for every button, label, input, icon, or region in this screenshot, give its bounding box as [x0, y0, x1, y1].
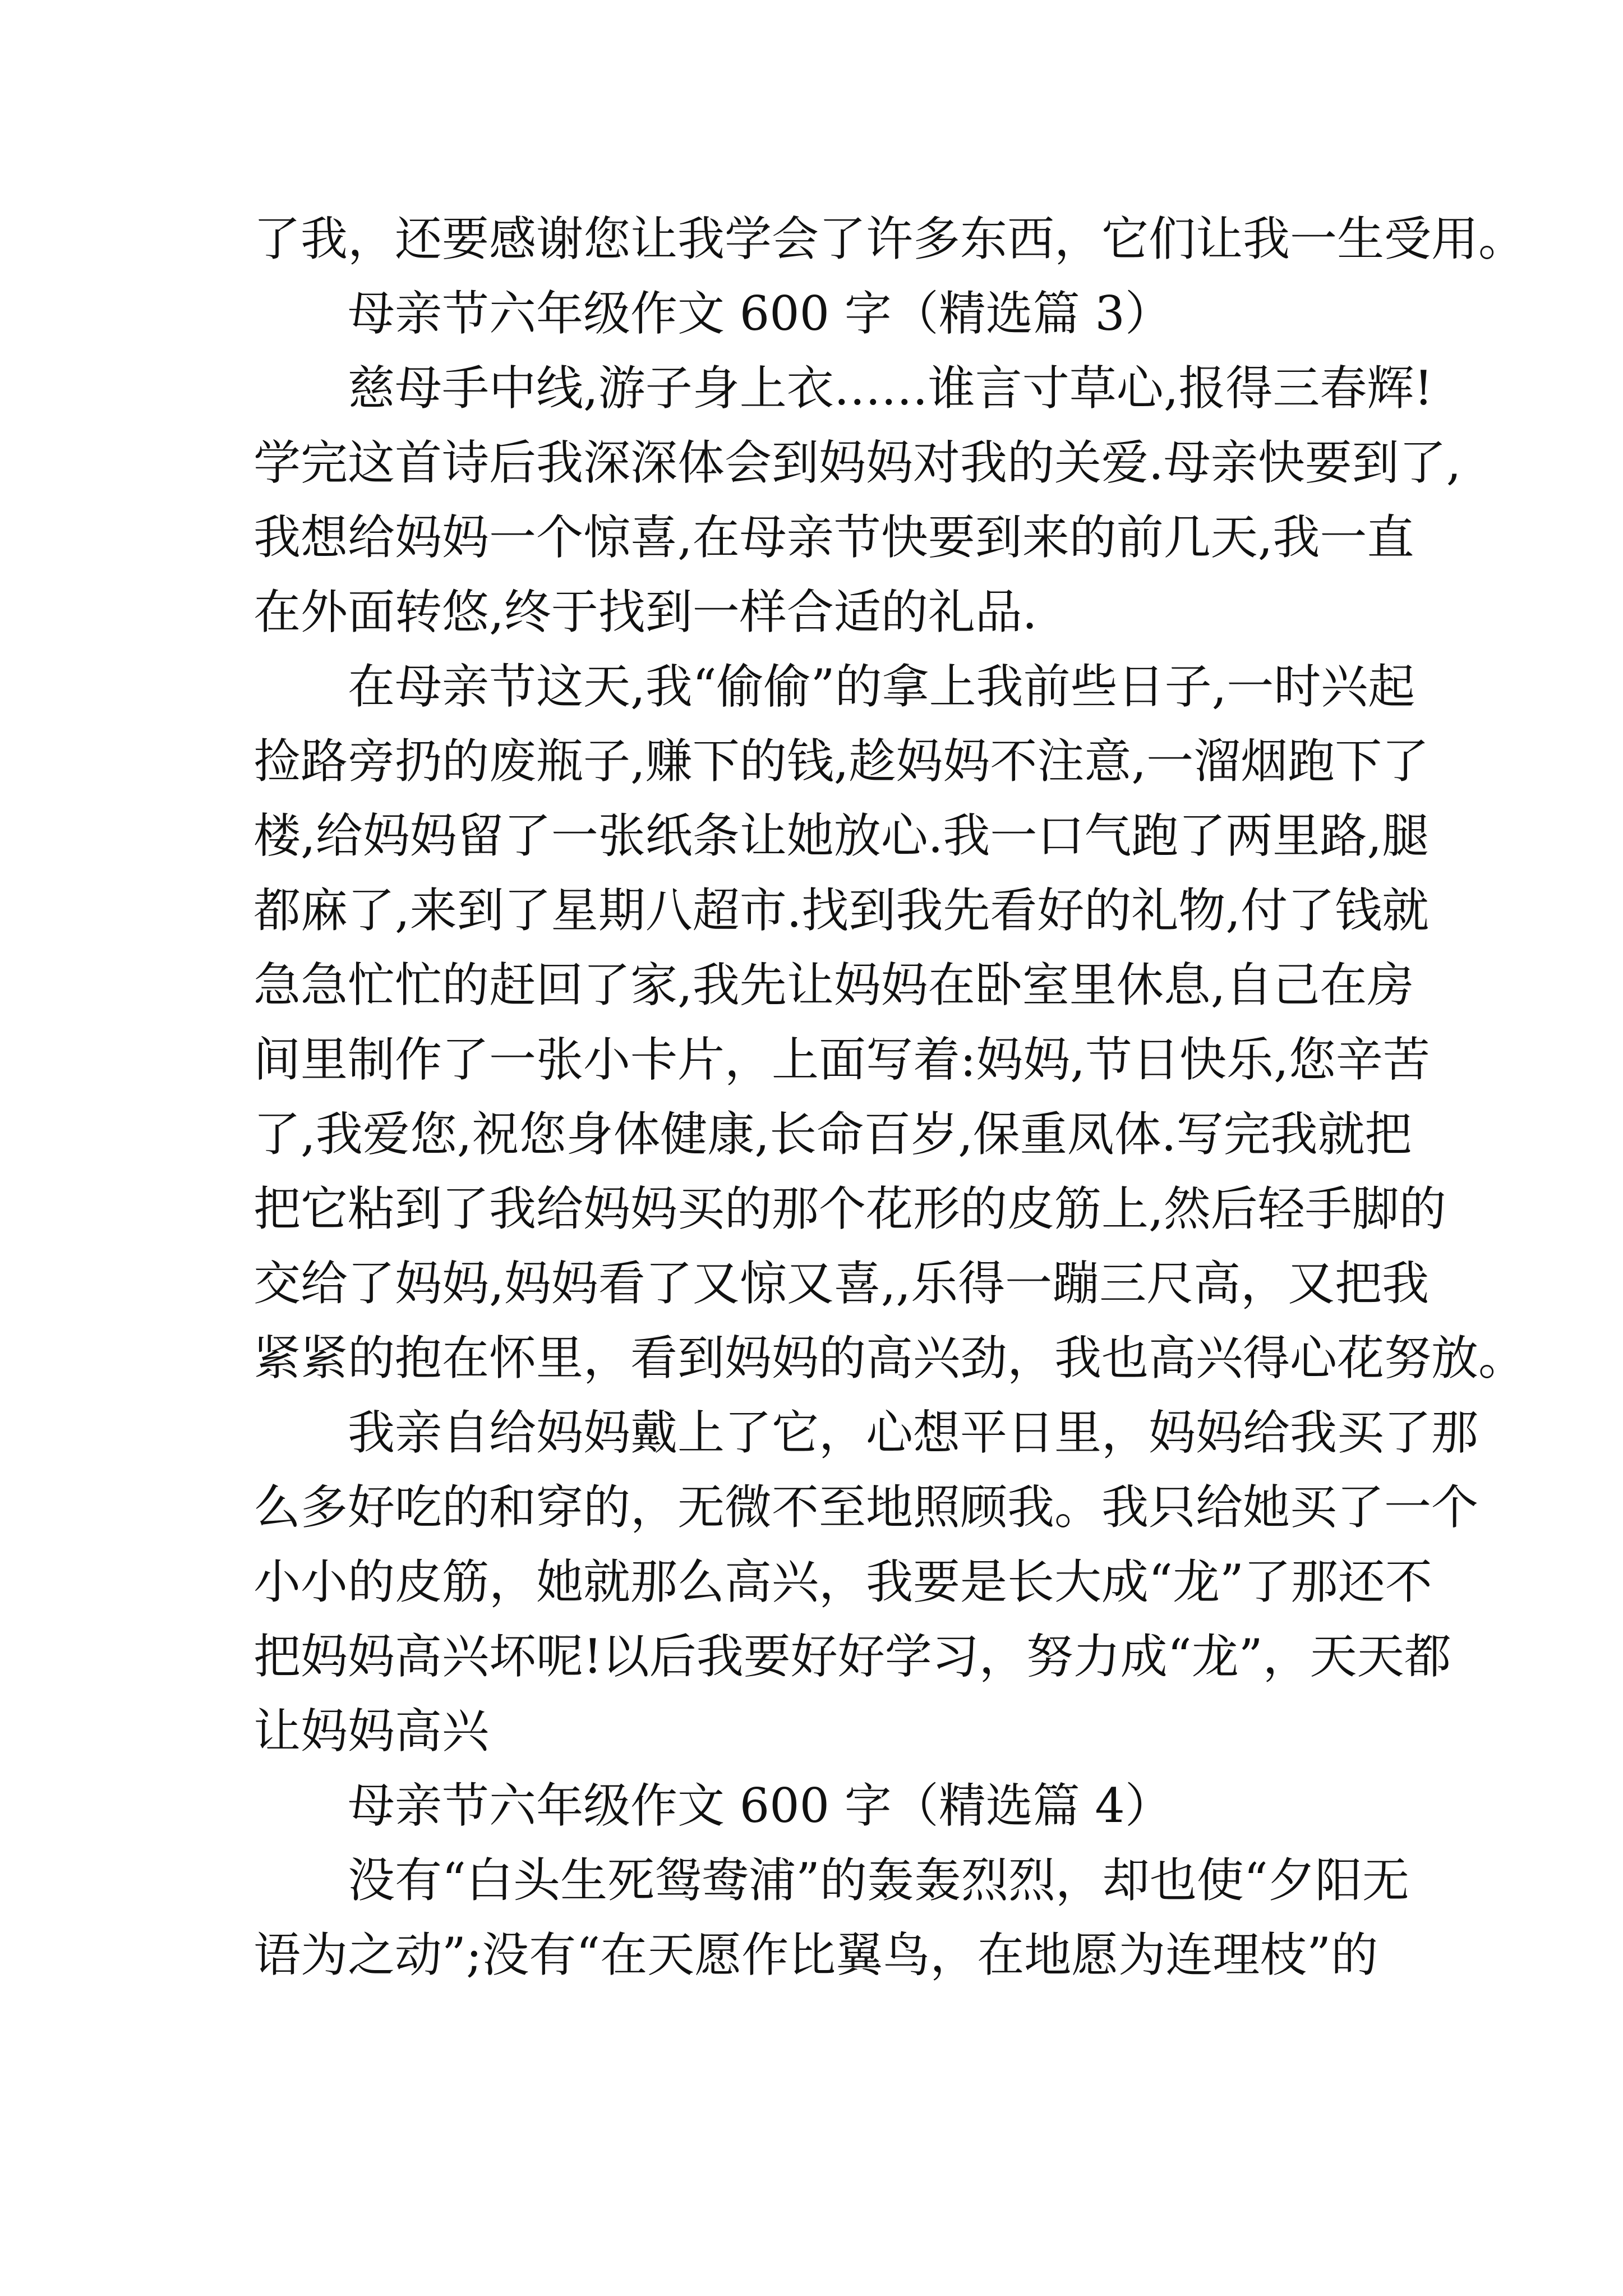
paragraph-line: 么多好吃的和穿的，无微不至地照顾我。我只给她买了一个	[253, 1480, 1479, 1535]
paragraph-line: 紧紧的抱在怀里，看到妈妈的高兴劲，我也高兴得心花努放。	[253, 1331, 1526, 1386]
paragraph-line: 学完这首诗后我深深体会到妈妈对我的关爱.母亲快要到了,	[253, 435, 1461, 490]
paragraph-line: 语为之动”;没有“在天愿作比翼鸟，在地愿为连理枝”的	[253, 1927, 1378, 1982]
section-heading-4: 母亲节六年级作文 600 字（精选篇 4）	[348, 1778, 1172, 1833]
paragraph-line: 急急忙忙的赶回了家,我先让妈妈在卧室里休息,自己在房	[253, 958, 1414, 1013]
paragraph-line: 我亲自给妈妈戴上了它，心想平日里，妈妈给我买了那	[348, 1405, 1479, 1460]
paragraph-line: 了我，还要感谢您让我学会了许多东西，它们让我一生受用。	[253, 211, 1526, 266]
paragraph-line: 把妈妈高兴坏呢!以后我要好好学习，努力成“龙”，天天都	[253, 1629, 1451, 1684]
section-heading-3: 母亲节六年级作文 600 字（精选篇 3）	[348, 286, 1172, 341]
document-body	[253, 202, 1526, 1993]
paragraph-line: 让妈妈高兴	[253, 1704, 490, 1759]
paragraph-line: 交给了妈妈,妈妈看了又惊又喜,,乐得一蹦三尺高，又把我	[253, 1256, 1430, 1311]
paragraph-line: 在外面转悠,终于找到一样合适的礼品.	[253, 585, 1038, 639]
paragraph-line: 慈母手中线,游子身上衣……谁言寸草心,报得三春辉!	[348, 361, 1433, 416]
paragraph-line: 在母亲节这天,我“偷偷”的拿上我前些日子,一时兴起	[348, 659, 1415, 714]
paragraph-line: 间里制作了一张小卡片，上面写着:妈妈,节日快乐,您辛苦	[253, 1032, 1430, 1087]
paragraph-line: 小小的皮筋，她就那么高兴，我要是长大成“龙”了那还不	[253, 1554, 1432, 1609]
paragraph-line: 把它粘到了我给妈妈买的那个花形的皮筋上,然后轻手脚的	[253, 1181, 1446, 1236]
paragraph-line: 楼,给妈妈留了一张纸条让她放心.我一口气跑了两里路,腿	[253, 808, 1430, 863]
paragraph-line: 捡路旁扔的废瓶子,赚下的钱,趁妈妈不注意,一溜烟跑下了	[253, 734, 1430, 789]
paragraph-line: 没有“白头生死鸳鸯浦”的轰轰烈烈，却也使“夕阳无	[348, 1853, 1409, 1908]
paragraph-line: 都麻了,来到了星期八超市.找到我先看好的礼物,付了钱就	[253, 883, 1430, 938]
paragraph-line: 了,我爱您,祝您身体健康,长命百岁,保重凤体.写完我就把	[253, 1107, 1412, 1162]
paragraph-line: 我想给妈妈一个惊喜,在母亲节快要到来的前几天,我一直	[253, 510, 1414, 565]
